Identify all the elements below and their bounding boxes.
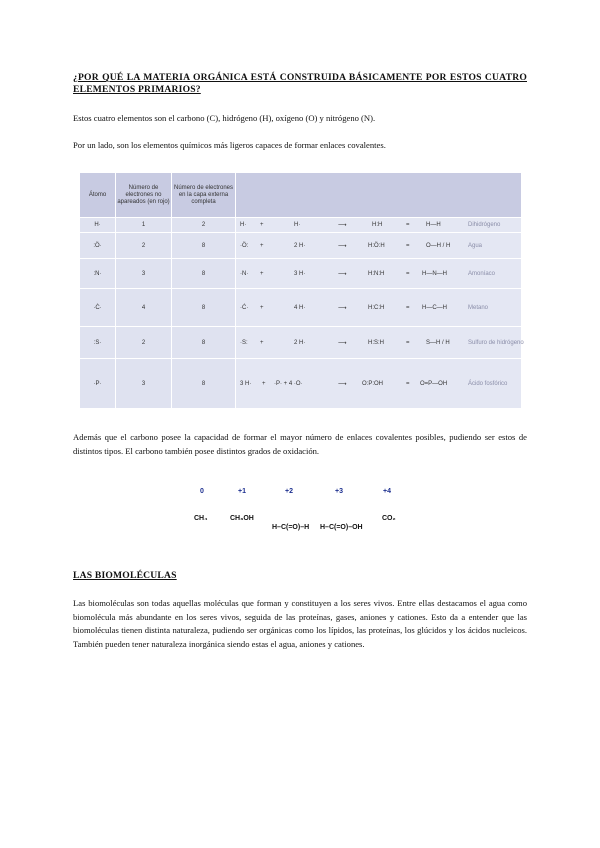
plus-sign: + bbox=[262, 380, 266, 387]
lewis-structure: H:C:H bbox=[368, 304, 385, 311]
table-header-unpaired: Número de electrones no apareados (en rojo) bbox=[116, 173, 172, 218]
reactant-2: H· bbox=[294, 222, 301, 228]
reaction-cell bbox=[236, 327, 522, 359]
atom-cell: :S· bbox=[80, 327, 116, 359]
plus-sign: + bbox=[260, 304, 264, 311]
carbon-dioxide-formula: CO₂ bbox=[382, 515, 396, 522]
equals-sign: = bbox=[406, 339, 410, 346]
reaction-cell bbox=[236, 259, 522, 289]
full-shell-cell: 8 bbox=[172, 233, 236, 259]
table-row bbox=[80, 218, 522, 233]
paragraph-four-elements: Estos cuatro elementos son el carbono (C), hidrógeno (H), oxígeno (O) y nitrógeno (N). bbox=[73, 113, 376, 123]
oxidation-state-plus1: +1 bbox=[238, 488, 246, 495]
atom-cell: :N· bbox=[80, 259, 116, 289]
table-row bbox=[80, 259, 522, 289]
reaction-cell bbox=[236, 233, 522, 259]
atom-cell: H· bbox=[80, 218, 116, 233]
compound-name: Ácido fosfórico bbox=[468, 380, 508, 387]
structural-formula: S—H / H bbox=[426, 339, 450, 346]
oxidation-state-plus3: +3 bbox=[335, 488, 343, 495]
unpaired-cell: 3 bbox=[116, 359, 172, 409]
reactant-2: 4 H· bbox=[294, 304, 306, 311]
equals-sign: = bbox=[406, 242, 410, 249]
atom-cell: ·P· bbox=[80, 359, 116, 409]
compound-name: Metano bbox=[468, 304, 489, 311]
covalent-bond-table bbox=[79, 172, 524, 408]
equals-sign: = bbox=[406, 270, 410, 277]
full-shell-cell: 2 bbox=[172, 218, 236, 233]
compound-name: Sulfuro de hidrógeno bbox=[468, 339, 524, 346]
methane-formula: CH₄ bbox=[194, 515, 208, 522]
lewis-structure: O:P:OH bbox=[362, 380, 384, 387]
methanol-formula: CH₃OH bbox=[230, 515, 254, 522]
reactant-1: ·Ö: bbox=[240, 242, 249, 249]
unpaired-cell: 3 bbox=[116, 259, 172, 289]
atom-cell: :Ö· bbox=[80, 233, 116, 259]
reactant-1: ·N· bbox=[240, 270, 249, 277]
unpaired-cell: 1 bbox=[116, 218, 172, 233]
full-shell-cell: 8 bbox=[172, 359, 236, 409]
oxidation-states-figure bbox=[190, 488, 410, 548]
table-header-atom: Átomo bbox=[80, 173, 116, 218]
arrow-icon: ⟶ bbox=[338, 340, 347, 346]
oxidation-state-0: 0 bbox=[200, 488, 204, 495]
equals-sign: = bbox=[406, 222, 410, 228]
structural-formula: O—H / H bbox=[426, 242, 451, 249]
full-shell-cell: 8 bbox=[172, 327, 236, 359]
plus-sign: + bbox=[260, 270, 264, 277]
arrow-icon: ⟶ bbox=[338, 271, 347, 277]
reaction-cell bbox=[236, 218, 522, 233]
structural-formula: H—N—H bbox=[422, 270, 447, 277]
table-row bbox=[80, 289, 522, 327]
reactant-2: ·P· + 4 ·O· bbox=[274, 380, 303, 387]
compound-name: Amoníaco bbox=[468, 270, 496, 277]
equals-sign: = bbox=[406, 380, 410, 387]
table-header-full-shell: Número de electrones en la capa externa completa bbox=[172, 173, 236, 218]
table-row bbox=[80, 359, 522, 409]
arrow-icon: ⟶ bbox=[338, 243, 347, 249]
paragraph-biomolecules: Las biomoléculas son todas aquellas moléculas que forman y constituyen a los seres vivos. Entre ellas destacamos el agua como biomolécula más abundante en los seres vivos, seguida de las proteínas, gases, aniones y cationes. Esto da a entender que las biomoléculas tienen distinta naturaleza, pudiendo ser orgánicas como los lípidos, las proteínas, los glúcidos y los ácidos nucleicos. También pueden tener naturaleza inorgánica siendo estas el agua, aniones y cationes. bbox=[73, 598, 527, 649]
full-shell-cell: 8 bbox=[172, 289, 236, 327]
lewis-structure: H:N:H bbox=[368, 270, 385, 277]
reactant-1: ·S: bbox=[240, 339, 248, 346]
unpaired-cell: 4 bbox=[116, 289, 172, 327]
reactant-2: 2 H· bbox=[294, 242, 306, 249]
plus-sign: + bbox=[260, 242, 264, 249]
structural-formula: H—H bbox=[426, 222, 441, 228]
reactant-2: 2 H· bbox=[294, 339, 306, 346]
oxidation-state-plus2: +2 bbox=[285, 488, 293, 495]
oxidation-state-plus4: +4 bbox=[383, 488, 391, 495]
plus-sign: + bbox=[260, 222, 264, 228]
formaldehyde-formula: H–C(=O)–H bbox=[272, 524, 310, 531]
structural-formula: O=P—OH bbox=[420, 380, 448, 387]
formic-acid-formula: H–C(=O)–OH bbox=[320, 524, 363, 531]
paragraph-light-elements: Por un lado, son los elementos químicos más ligeros capaces de formar enlaces covalentes. bbox=[73, 140, 386, 150]
lewis-structure: H:H bbox=[372, 222, 383, 228]
section-title-primary-elements: ¿POR QUÉ LA MATERIA ORGÁNICA ESTÁ CONSTRUIDA BÁSICAMENTE POR ESTOS CUATRO ELEMENTOS PRIMARIOS? bbox=[73, 72, 527, 95]
table-row bbox=[80, 233, 522, 259]
section-title-biomolecules: LAS BIOMOLÉCULAS bbox=[73, 570, 177, 581]
equals-sign: = bbox=[406, 304, 410, 311]
compound-name: Dihidrógeno bbox=[468, 222, 501, 228]
reactant-1: 3 H· bbox=[240, 380, 252, 387]
unpaired-cell: 2 bbox=[116, 233, 172, 259]
compound-name: Agua bbox=[468, 242, 483, 249]
paragraph-carbon-bonds: Además que el carbono posee la capacidad de formar el mayor número de enlaces covalentes posibles, pudiendo ser estos de distintos tipos. El carbono también posee distintos grados de oxidación. bbox=[73, 432, 527, 456]
plus-sign: + bbox=[260, 339, 264, 346]
reaction-cell bbox=[236, 289, 522, 327]
reactant-1: ·Ċ· bbox=[240, 304, 249, 311]
unpaired-cell: 2 bbox=[116, 327, 172, 359]
arrow-icon: ⟶ bbox=[338, 222, 347, 229]
full-shell-cell: 8 bbox=[172, 259, 236, 289]
arrow-icon: ⟶ bbox=[338, 381, 347, 387]
structural-formula: H—C—H bbox=[422, 304, 447, 311]
lewis-structure: H:Ö:H bbox=[368, 242, 385, 249]
reactant-1: H· bbox=[240, 222, 247, 228]
table-header-reaction bbox=[236, 173, 522, 218]
table-row bbox=[80, 327, 522, 359]
lewis-structure: H:S:H bbox=[368, 339, 385, 346]
reactant-2: 3 H· bbox=[294, 270, 306, 277]
reaction-cell bbox=[236, 359, 522, 409]
arrow-icon: ⟶ bbox=[338, 305, 347, 311]
atom-cell: ·Ċ· bbox=[80, 289, 116, 327]
